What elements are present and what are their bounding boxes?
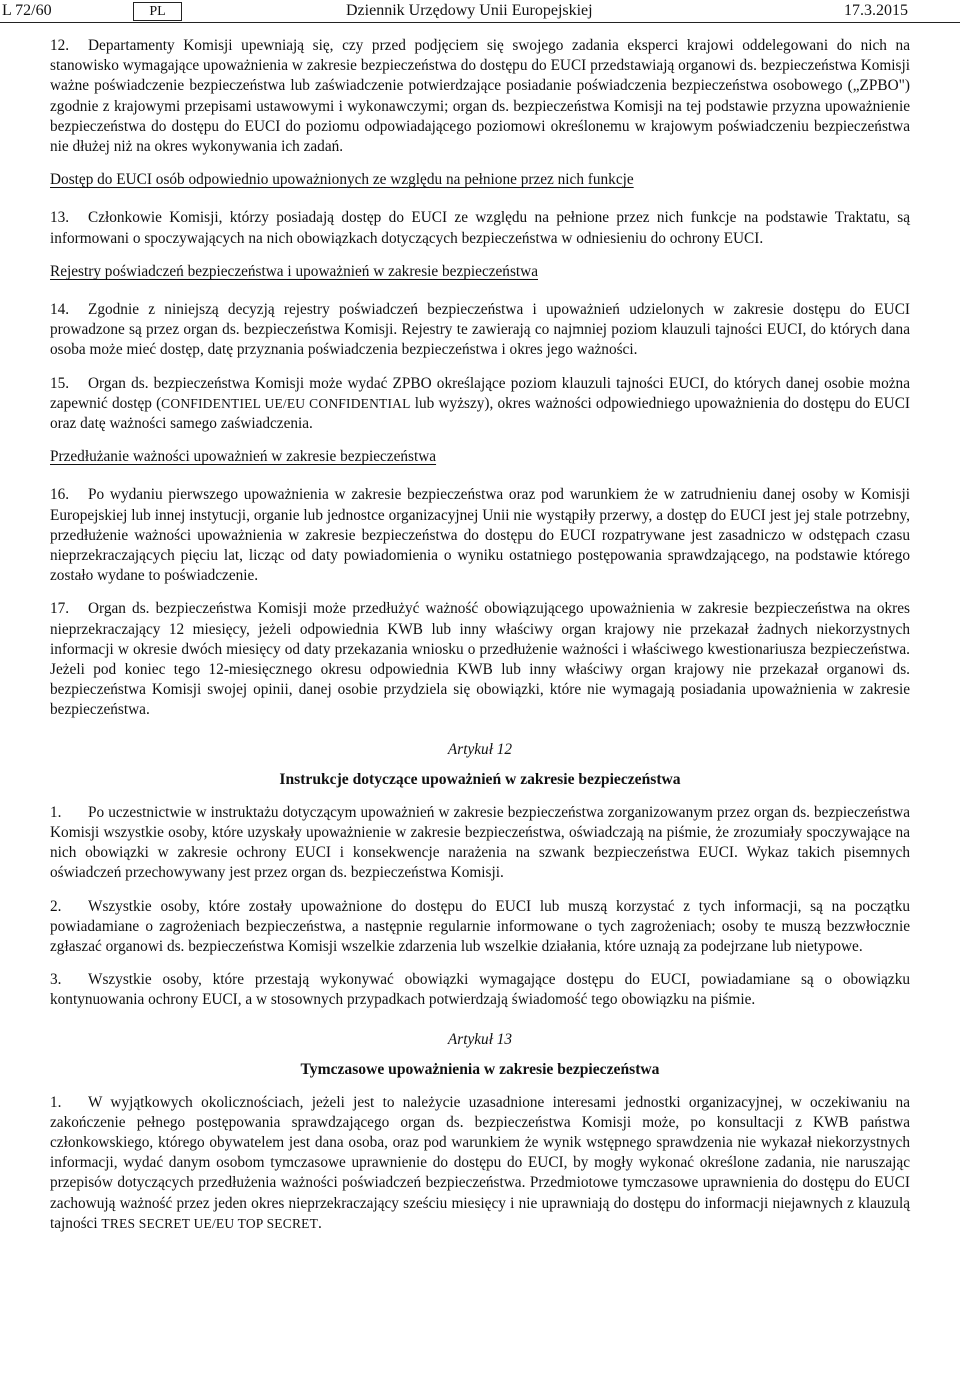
paragraph-number: 16.	[50, 486, 70, 504]
paragraph-text: Wszystkie osoby, które przestają wykonywać obowiązki wymagające dostępu do EUCI, powiadamiane są o obowiązku kontynuowania ochrony EUCI, a w stosownych przypadkach potwierdzają świadomość tego obowiązku na piśmie.	[50, 971, 910, 1009]
paragraph-number: 3.	[50, 971, 62, 989]
section-heading-text: Dostęp do EUCI osób odpowiednio upoważnionych ze względu na pełnione przez nich funkcje	[50, 171, 634, 189]
publication-date: 17.3.2015	[844, 2, 908, 19]
paragraph-number: 2.	[50, 897, 62, 915]
article-12-paragraph-2	[50, 897, 910, 958]
paragraph-number: 17.	[50, 600, 70, 618]
paragraph-number: 1.	[50, 1093, 62, 1111]
article-title: Instrukcje dotyczące upoważnień w zakresie bezpieczeństwa	[279, 770, 681, 788]
paragraph-number: 14.	[50, 301, 70, 319]
paragraph-text: Organ ds. bezpieczeństwa Komisji może przedłużyć ważność obowiązującego upoważnienia w zakresie bezpieczeństwa na okres nieprzekraczający 12 miesięcy, jeżeli odpowiednia KWB lub inny właściwy organ krajowy nie przekazał żadnych niekorzystnych informacji w okresie dwóch miesięcy od daty przekazania wniosku o przedłużenie ważności i właściwego kwestionariusza bezpieczeństwa. Jeżeli pod koniec tego 12-miesięcznego okresu odpowiednia KWB lub inny właściwy organ krajowy nie przekazał organowi ds. bezpieczeństwa Komisji swojej opinii, danej osobie przydziela się obowiązki, które nie wymagają posiadania upoważnienia w zakresie bezpieczeństwa.	[50, 600, 910, 719]
article-label: Artykuł 13	[447, 1030, 513, 1048]
document-body	[50, 36, 910, 1247]
article-12-paragraph-3	[50, 970, 910, 1010]
article-13-paragraph-1	[50, 1093, 910, 1234]
classification-level: TRES SECRET UE/EU TOP SECRET	[101, 1215, 319, 1231]
section-heading	[50, 262, 910, 282]
paragraph-text: Po wydaniu pierwszego upoważnienia w zakresie bezpieczeństwa oraz pod warunkiem że w zatrudnieniu danej osoby w Komisji Europejskiej lub innej instytucji, organie lub jednostce organizacyjnej Unii nie wystąpiły przerwy, a dostęp do EUCI jest jej stale potrzebny, przedłużenie ważności upoważnienia w zakresie bezpieczeństwa do dostępu do EUCI rozpatrywane jest zasadniczo w odstępach czasu nieprzekraczających pięciu lat, licząc od daty powiadomienia o wyniku ostatniego postępowania sprawdzającego, na podstawie którego zostało wydane to poświadczenie.	[50, 486, 910, 585]
article-12-paragraph-1	[50, 803, 910, 884]
paragraph-text: Departamenty Komisji upewniają się, czy przed podjęciem się swojego zadania eksperci krajowi oddelegowani do nich na stanowisko wymagające upoważnienia w zakresie bezpieczeństwa do dostępu do EUCI przedstawiają organowi ds. bezpieczeństwa Komisji ważne poświadczenie bezpieczeństwa lub zaświadczenie potwierdzające posiadanie poświadczenia bezpieczeństwa osobowego („ZPBO") zgodnie z krajowymi przepisami ustawowymi i wykonawczymi; organ ds. bezpieczeństwa Komisji na tej podstawie przyzna upoważnienie bezpieczeństwa do dostępu do EUCI do poziomu odpowiadającego poziomowi określonemu w krajowym poświadczeniu bezpieczeństwa nie dłużej niż na okres wykonywania ich zadań.	[50, 37, 910, 156]
paragraph-13	[50, 208, 910, 248]
paragraph-17	[50, 599, 910, 720]
paragraph-number: 12.	[50, 37, 70, 54]
article-label: Artykuł 12	[447, 740, 513, 758]
paragraph-number: 1.	[50, 803, 62, 821]
section-heading	[50, 447, 910, 467]
paragraph-number: 13.	[50, 209, 70, 227]
paragraph-16	[50, 485, 910, 586]
section-heading	[50, 170, 910, 190]
classification-level: CONFIDENTIEL UE/EU CONFIDENTIAL	[161, 395, 411, 411]
paragraph-text: Członkowie Komisji, którzy posiadają dostęp do EUCI ze względu na pełnione przez nich funkcje na podstawie Traktatu, są informowani o spoczywających na nich obowiązkach dotyczących bezpieczeństwa w odniesieniu do ochrony EUCI.	[50, 209, 910, 247]
paragraph-15	[50, 374, 910, 435]
paragraph-text: Zgodnie z niniejszą decyzją rejestry poświadczeń bezpieczeństwa i upoważnień udzielonych w zakresie dostępu do EUCI prowadzone są przez organ ds. bezpieczeństwa Komisji. Rejestry te zawierają co najmniej poziom klauzuli tajności EUCI, do których dana osoba może mieć dostęp, datę przyznania poświadczenia bezpieczeństwa i okres jego ważności.	[50, 301, 910, 359]
article-title: Tymczasowe upoważnienia w zakresie bezpieczeństwa	[300, 1060, 660, 1078]
language-code-box: PL	[133, 2, 182, 21]
paragraph-text: Po uczestnictwie w instruktażu dotyczącym upoważnień w zakresie bezpieczeństwa zorganizowanym przez organ ds. bezpieczeństwa Komisji wszystkie osoby, które uzyskały upoważnienie w zakresie bezpieczeństwa, oświadczają na piśmie, że zrozumiały spoczywające na nich obowiązki w zakresie ochrony EUCI i konsekwencje narażenia na szwank bezpieczeństwa EUCI. Wykaz takich pisemnych oświadczeń przechowywany jest przez organ ds. bezpieczeństwa Komisji.	[50, 803, 910, 882]
journal-title: Dziennik Urzędowy Unii Europejskiej	[346, 2, 593, 19]
paragraph-text-continued: lub wyższy), okres ważności odpowiedniego upoważnienia do dostępu do EUCI oraz datę ważności samego zaświadczenia.	[50, 394, 910, 433]
paragraph-text: Organ ds. bezpieczeństwa Komisji może wydać ZPBO określające poziom klauzuli tajności EUCI, do których danej osobie można zapewnić dostęp (	[50, 374, 910, 412]
paragraph-14	[50, 300, 910, 361]
section-heading-text: Rejestry poświadczeń bezpieczeństwa i upoważnień w zakresie bezpieczeństwa	[50, 262, 538, 280]
header-rule	[0, 22, 960, 23]
paragraph-text: W wyjątkowych okolicznościach, jeżeli jest to należycie uzasadnione interesami jednostki organizacyjnej, w oczekiwaniu na zakończenie pełnego postępowania sprawdzającego organ ds. bezpieczeństwa Komisji może, po konsultacji z KWB państwa członkowskiego, którego obywatelem jest dana osoba, oraz pod warunkiem że wynik wstępnego sprawdzenia nie wykazał niekorzystnych informacji, wydać danym osobom tymczasowe uprawnienie do dostępu do EUCI, by mogły wykonać określone zadania, nie naruszając przepisów dotyczących przedłużenia ważności poświadczeń bezpieczeństwa. Przedmiotowe tymczasowe uprawnienia do dostępu do EUCI zachowują ważność przez jeden okres nieprzekraczający sześciu miesięcy i nie uprawniają do dostępu do informacji niejawnych z klauzulą tajności	[50, 1093, 910, 1232]
journal-header	[0, 0, 960, 24]
page-reference: L 72/60	[2, 2, 52, 19]
paragraph-end: .	[318, 1214, 322, 1232]
paragraph-number: 15.	[50, 374, 70, 392]
section-heading-text: Przedłużanie ważności upoważnień w zakresie bezpieczeństwa	[50, 448, 437, 466]
paragraph-12	[50, 36, 910, 157]
paragraph-text: Wszystkie osoby, które zostały upoważnione do dostępu do EUCI lub muszą korzystać z tych informacji, są na początku powiadamiane o zagrożeniach bezpieczeństwa, a następnie regularnie informowane o tych zagrożeniach; osoby te muszą bezzwłocznie zgłaszać organowi ds. bezpieczeństwa Komisji wszelkie zdarzenia lub wszelkie działania, które uznają za podejrzane lub nietypowe.	[50, 897, 910, 955]
